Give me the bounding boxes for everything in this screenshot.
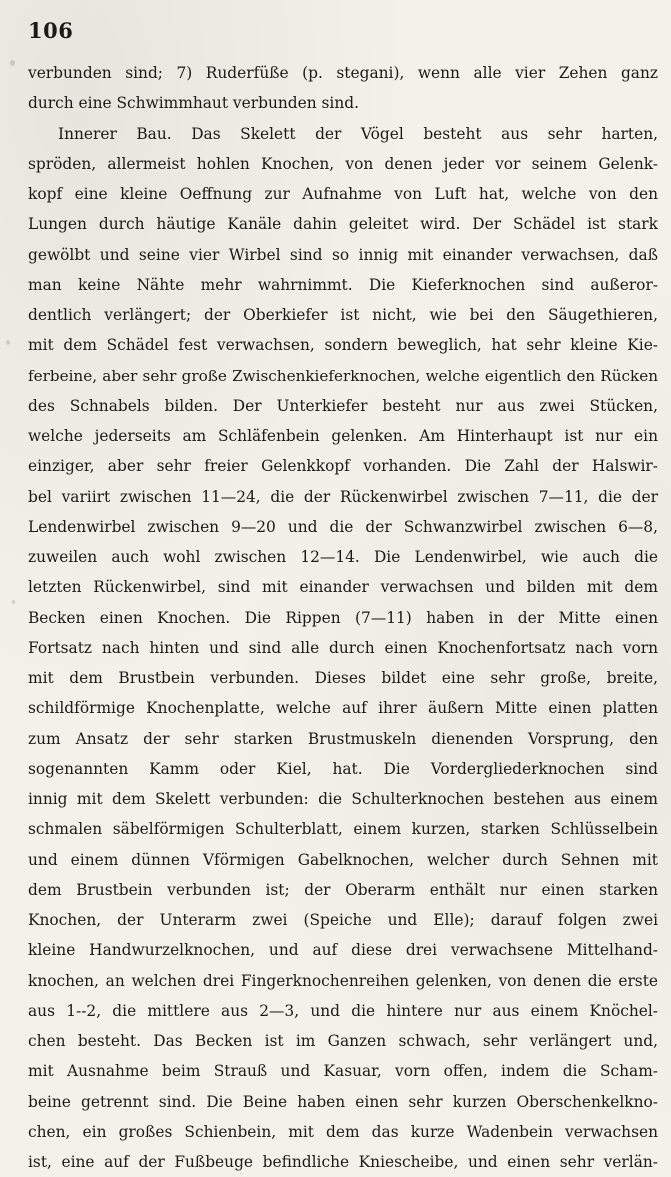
text-line: durch eine Schwimmhaut verbunden sind. (28, 94, 360, 113)
text-line: Becken einen Knochen. Die Rippen (7—11) haben in der Mitte einen (28, 608, 658, 627)
text-line: kleine Handwurzelknochen, und auf diese drei verwachsene Mittelhand- (28, 941, 658, 960)
text-line: dentlich verlängert; der Oberkiefer ist nicht, wie bei den Säugethieren, (28, 306, 658, 324)
body-text (28, 58, 658, 1177)
text-line: chen, ein großes Schienbein, mit dem das kurze Wadenbein verwachsen (28, 1122, 658, 1141)
text-line: aus 1--2, die mittlere aus 2—3, und die hintere nur aus einem Knöchel- (28, 1001, 658, 1020)
text-line: kopf eine kleine Oeffnung zur Aufnahme von Luft hat, welche von den (28, 185, 658, 203)
text-line: letzten Rückenwirbel, sind mit einander verwachsen und bilden mit dem (28, 578, 658, 597)
text-line: ferbeine, aber sehr große Zwischenkieferknochen, welche eigentlich den Rücken (28, 366, 658, 385)
text-line: sogenannten Kamm oder Kiel, hat. Die Vordergliederknochen sind (28, 759, 658, 778)
text-line: des Schnabels bilden. Der Unterkiefer besteht nur aus zwei Stücken, (28, 396, 658, 415)
text-line: Innerer Bau. Das Skelett der Vögel besteht aus sehr harten, (58, 124, 658, 143)
text-line: zum Ansatz der sehr starken Brustmuskeln dienenden Vorsprung, den (28, 729, 658, 748)
text-line: welche jederseits am Schläfenbein gelenken. Am Hinterhaupt ist nur ein (28, 427, 658, 445)
paper-speck (10, 60, 15, 66)
text-line: schmalen säbelförmigen Schulterblatt, einem kurzen, starken Schlüsselbein (28, 820, 658, 839)
paper-speck (12, 600, 15, 604)
text-line: schildförmige Knochenplatte, welche auf ihrer äußern Mitte einen platten (28, 699, 658, 718)
text-line: und einem dünnen Vförmigen Gabelknochen, welcher durch Sehnen mit (28, 850, 658, 869)
text-line: Fortsatz nach hinten und sind alle durch einen Knochenfortsatz nach vorn (28, 638, 658, 657)
text-line: Knochen, der Unterarm zwei (Speiche und Elle); darauf folgen zwei (28, 911, 658, 929)
text-line: mit dem Schädel fest verwachsen, sondern beweglich, hat sehr kleine Kie- (28, 336, 658, 355)
text-line: dem Brustbein verbunden ist; der Oberarm enthält nur einen starken (28, 880, 658, 899)
text-line: Lendenwirbel zwischen 9—20 und die der Schwanzwirbel zwischen 6—8, (28, 517, 658, 536)
text-line: knochen, an welchen drei Fingerknochenreihen gelenken, von denen die erste (28, 971, 658, 990)
text-line: chen besteht. Das Becken ist im Ganzen schwach, sehr verlängert und, (28, 1032, 658, 1050)
text-line: innig mit dem Skelett verbunden: die Schulterknochen bestehen aus einem (28, 790, 658, 808)
text-line: einziger, aber sehr freier Gelenkkopf vorhanden. Die Zahl der Halswir- (28, 457, 658, 476)
text-line: bel variirt zwischen 11—24, die der Rückenwirbel zwischen 7—11, die der (28, 487, 658, 506)
text-line: man keine Nähte mehr wahrnimmt. Die Kieferknochen sind außeror- (28, 275, 658, 294)
text-line: spröden, allermeist hohlen Knochen, von denen jeder vor seinem Gelenk- (28, 154, 658, 173)
text-line: gewölbt und seine vier Wirbel sind so innig mit einander verwachsen, daß (28, 245, 658, 264)
text-line: zuweilen auch wohl zwischen 12—14. Die Lendenwirbel, wie auch die (28, 548, 658, 566)
paper-speck (6, 340, 10, 345)
text-line: verbunden sind; 7) Ruderfüße (p. stegani), wenn alle vier Zehen ganz (28, 64, 658, 82)
text-line: beine getrennt sind. Die Beine haben einen sehr kurzen Oberschenkelkno- (28, 1092, 658, 1111)
text-line: ist, eine auf der Fußbeuge befindliche Kniescheibe, und einen sehr verlän- (28, 1153, 658, 1171)
page-number: 106 (28, 18, 74, 43)
text-line: mit dem Brustbein verbunden. Dieses bildet eine sehr große, breite, (28, 669, 658, 687)
text-line: mit Ausnahme beim Strauß und Kasuar, vorn offen, indem die Scham- (28, 1062, 658, 1081)
text-line: Lungen durch häutige Kanäle dahin geleitet wird. Der Schädel ist stark (28, 215, 658, 234)
